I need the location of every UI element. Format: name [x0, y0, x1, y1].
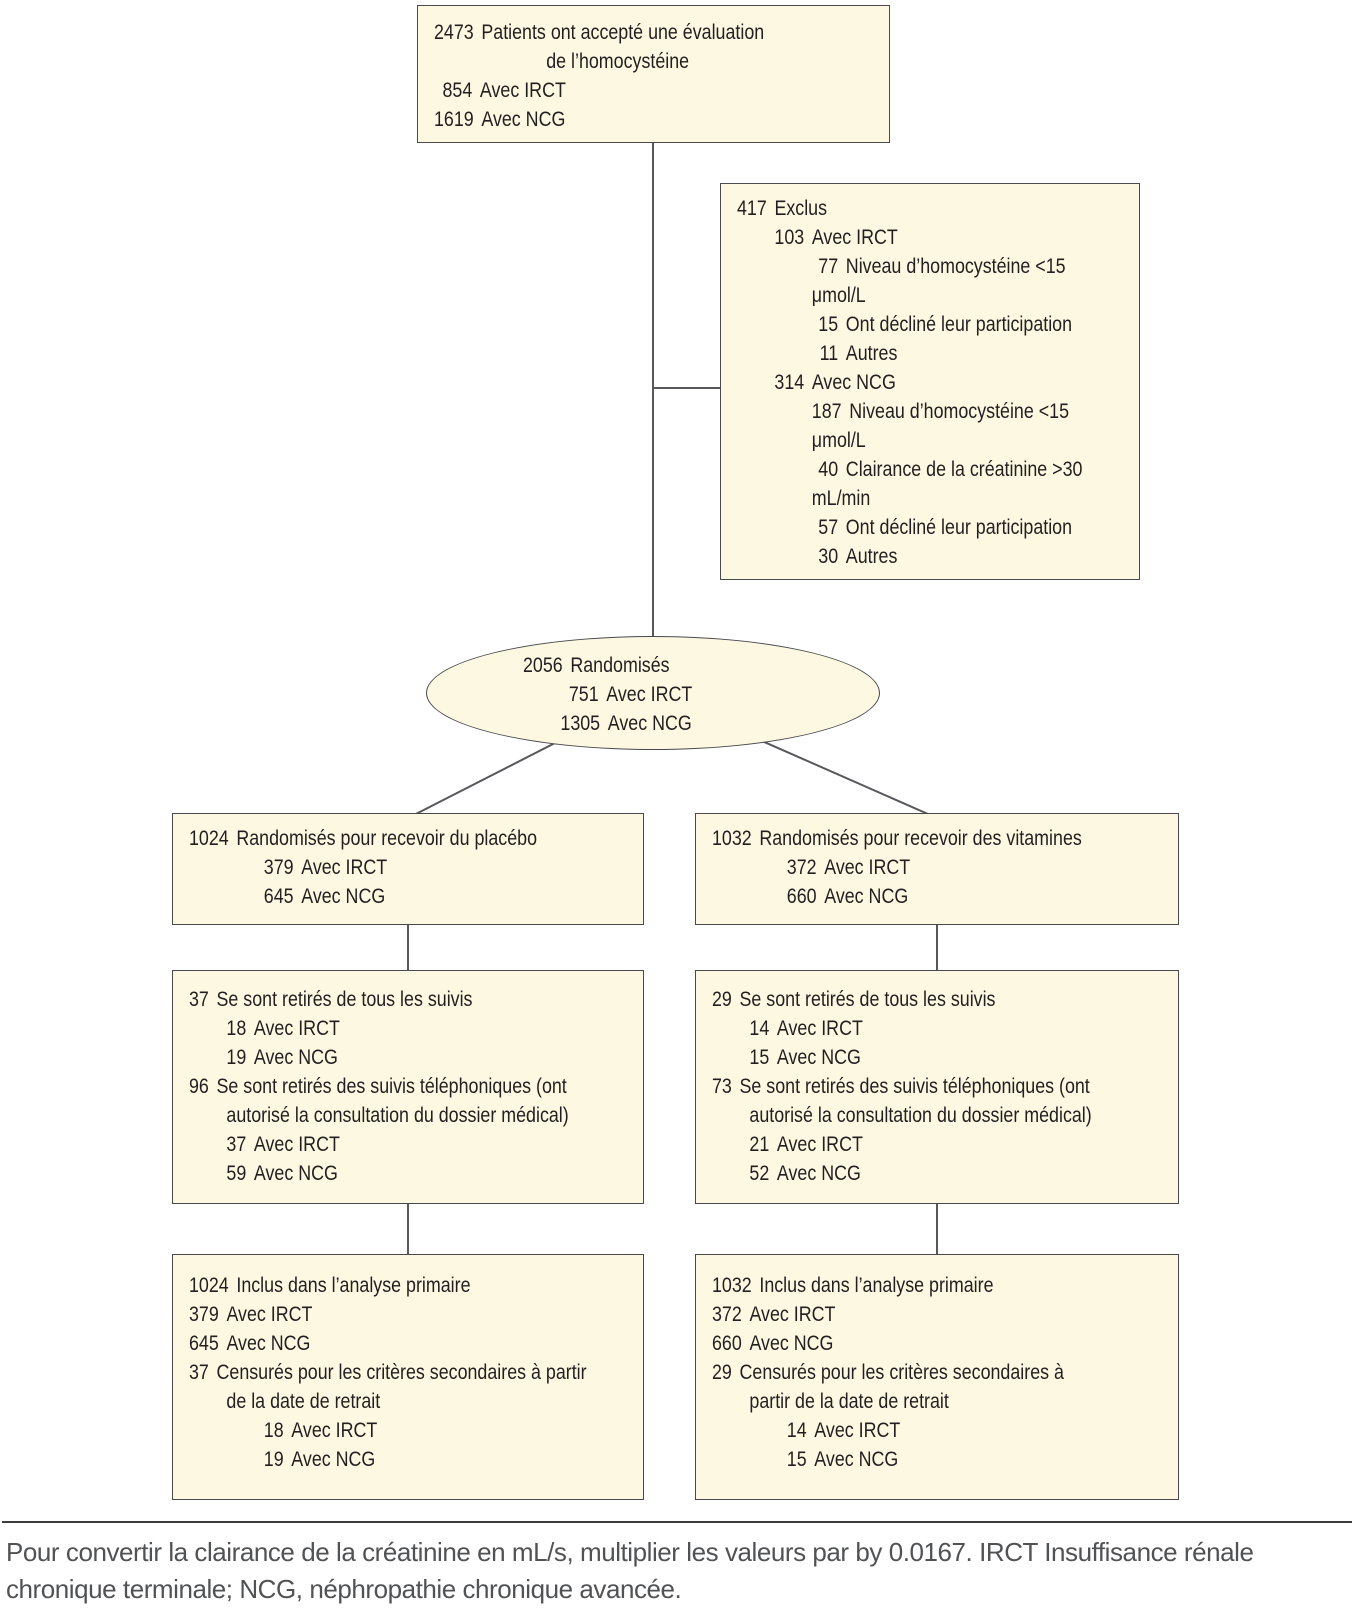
line-count: 1305 — [560, 712, 601, 735]
flow-line — [189, 1159, 563, 1188]
line-count: 59 — [226, 1162, 247, 1185]
line-count: 1032 — [712, 827, 752, 850]
line-text: Clairance de la créatinine >30 — [845, 458, 1083, 481]
line-text: Censurés pour les critères secondaires à — [739, 1361, 1064, 1384]
flow-line — [434, 76, 809, 105]
line-text: Avec IRCT — [749, 1303, 836, 1326]
line-count: 1032 — [712, 1274, 752, 1297]
line-text: Avec NCG — [253, 1162, 338, 1185]
line-count: 52 — [749, 1162, 770, 1185]
flow-line — [434, 18, 809, 47]
line-count: 57 — [818, 516, 839, 539]
flow-line — [737, 513, 1073, 542]
line-count: 14 — [786, 1419, 807, 1442]
line-text: Avec IRCT — [253, 1133, 340, 1156]
line-text: Niveau d’homocystéine <15 — [845, 255, 1066, 278]
line-text: Ont décliné leur participation — [845, 516, 1073, 539]
flow-line — [189, 1416, 563, 1445]
line-text: μmol/L — [811, 284, 866, 307]
flow-line — [189, 824, 563, 853]
line-count: 73 — [712, 1075, 732, 1098]
line-text: mL/min — [811, 487, 871, 510]
line-count: 29 — [712, 988, 732, 1011]
flow-line — [189, 853, 563, 882]
line-text: Avec IRCT — [253, 1017, 340, 1040]
flow-line — [712, 1101, 1096, 1130]
box-placebo-withdrawals — [172, 970, 644, 1204]
flow-line — [737, 397, 1070, 426]
line-text: Avec NCG — [481, 108, 566, 131]
flow-line — [189, 1072, 567, 1101]
flow-line — [737, 455, 1083, 484]
line-count: 15 — [818, 313, 839, 336]
line-text: Avec IRCT — [824, 856, 911, 879]
flow-line — [712, 824, 1096, 853]
flow-line — [712, 853, 1096, 882]
line-text: de l’homocystéine — [546, 50, 690, 73]
line-count: 96 — [189, 1075, 209, 1098]
flow-line — [712, 882, 1096, 911]
flow-line — [712, 1387, 1096, 1416]
line-text: Avec NCG — [814, 1448, 899, 1471]
line-count: 29 — [712, 1361, 732, 1384]
line-count: 18 — [263, 1419, 284, 1442]
flow-line — [712, 1014, 1096, 1043]
line-text: Avec IRCT — [226, 1303, 313, 1326]
flow-line — [189, 1101, 569, 1130]
line-text: Patients ont accepté une évaluation — [481, 21, 765, 44]
flow-line — [523, 680, 826, 709]
line-count: 2473 — [434, 21, 474, 44]
line-text: Inclus dans l’analyse primaire — [759, 1274, 994, 1297]
line-text: Randomisés pour recevoir du placébo — [236, 827, 538, 850]
line-count: 14 — [749, 1017, 770, 1040]
line-count: 2056 — [523, 654, 563, 677]
box-vitamins-primary-analysis — [695, 1254, 1179, 1500]
line-count: 11 — [819, 342, 839, 365]
line-text: Avec IRCT — [811, 226, 898, 249]
flow-line — [189, 1445, 563, 1474]
line-count: 1024 — [189, 1274, 229, 1297]
flow-line — [737, 542, 1067, 571]
line-text: Avec NCG — [811, 371, 896, 394]
line-text: Avec IRCT — [291, 1419, 378, 1442]
line-text: Avec NCG — [226, 1332, 311, 1355]
line-text: Autres — [845, 342, 898, 365]
line-text: Exclus — [774, 197, 828, 220]
line-count: 1024 — [189, 827, 229, 850]
line-text: Se sont retirés des suivis téléphoniques (ont — [739, 1075, 1090, 1098]
flow-line — [712, 1159, 1096, 1188]
line-text: Avec NCG — [607, 712, 692, 735]
box-placebo-primary-analysis — [172, 1254, 644, 1500]
line-text: Avec IRCT — [776, 1017, 863, 1040]
line-count: 417 — [737, 197, 767, 220]
flow-line — [712, 1043, 1096, 1072]
flow-line — [737, 339, 1067, 368]
line-count: 18 — [226, 1017, 247, 1040]
flow-line — [737, 426, 1067, 455]
line-text: de la date de retrait — [226, 1390, 381, 1413]
flow-line — [189, 1043, 563, 1072]
line-text: Se sont retirés de tous les suivis — [216, 988, 473, 1011]
line-count: 37 — [189, 988, 209, 1011]
flow-line — [737, 194, 1067, 223]
line-count: 187 — [811, 400, 842, 423]
line-text: Avec NCG — [749, 1332, 834, 1355]
line-text: autorisé la consultation du dossier médical) — [749, 1104, 1092, 1127]
line-text: Avec IRCT — [606, 683, 693, 706]
line-count: 40 — [818, 458, 839, 481]
flow-line — [712, 1072, 1096, 1101]
line-count: 751 — [568, 683, 599, 706]
flow-line — [189, 1300, 563, 1329]
flow-line — [189, 1014, 563, 1043]
line-text: Niveau d’homocystéine <15 — [849, 400, 1070, 423]
line-text: μmol/L — [811, 429, 866, 452]
flow-line — [737, 368, 1067, 397]
line-text: Randomisés — [570, 654, 670, 677]
flow-line — [712, 985, 1096, 1014]
line-count: 37 — [189, 1361, 209, 1384]
line-text: partir de la date de retrait — [749, 1390, 949, 1413]
line-text: autorisé la consultation du dossier médical) — [226, 1104, 569, 1127]
line-text: Avec NCG — [253, 1046, 338, 1069]
flow-line — [712, 1300, 1096, 1329]
flow-line — [523, 709, 826, 738]
line-count: 379 — [189, 1303, 219, 1326]
line-count: 660 — [712, 1332, 742, 1355]
line-count: 1619 — [434, 108, 474, 131]
flow-line — [737, 252, 1067, 281]
box-placebo-arm — [172, 813, 644, 925]
line-count: 103 — [774, 226, 805, 249]
line-text: Autres — [845, 545, 898, 568]
line-text: Avec NCG — [301, 885, 386, 908]
flow-line — [712, 1358, 1096, 1387]
line-count: 645 — [263, 885, 294, 908]
box-vitamins-withdrawals — [695, 970, 1179, 1204]
box-excluded — [720, 183, 1140, 580]
line-text: Censurés pour les critères secondaires à partir — [216, 1361, 587, 1384]
flow-line — [712, 1130, 1096, 1159]
flow-line — [189, 1329, 563, 1358]
line-text: Avec NCG — [824, 885, 909, 908]
line-text: Se sont retirés de tous les suivis — [739, 988, 996, 1011]
line-text: Avec IRCT — [776, 1133, 863, 1156]
ellipse-randomized — [426, 636, 880, 750]
line-count: 19 — [263, 1448, 284, 1471]
line-text: Avec IRCT — [479, 79, 566, 102]
line-count: 314 — [774, 371, 805, 394]
box-vitamins-arm — [695, 813, 1179, 925]
flow-line — [523, 651, 826, 680]
line-text: Randomisés pour recevoir des vitamines — [759, 827, 1082, 850]
flow-line — [712, 1329, 1096, 1358]
footnote-divider — [2, 1521, 1352, 1523]
flow-line — [189, 882, 563, 911]
line-text: Avec NCG — [776, 1162, 861, 1185]
flow-line — [712, 1445, 1096, 1474]
box-accepted-evaluation — [417, 5, 890, 143]
flow-line — [434, 47, 809, 76]
flow-line — [712, 1271, 1096, 1300]
line-count: 15 — [786, 1448, 807, 1471]
flow-line — [712, 1416, 1096, 1445]
flow-line — [737, 281, 1067, 310]
line-count: 21 — [749, 1133, 770, 1156]
line-count: 379 — [263, 856, 294, 879]
flow-line — [189, 1271, 563, 1300]
flow-line — [189, 985, 563, 1014]
line-text: Avec IRCT — [814, 1419, 901, 1442]
line-count: 660 — [786, 885, 817, 908]
line-count: 372 — [712, 1303, 742, 1326]
flow-line — [737, 310, 1073, 339]
line-text: Ont décliné leur participation — [845, 313, 1073, 336]
line-count: 77 — [818, 255, 839, 278]
line-text: Se sont retirés des suivis téléphoniques (ont — [216, 1075, 567, 1098]
line-text: Avec IRCT — [301, 856, 388, 879]
line-text: Avec NCG — [291, 1448, 376, 1471]
line-count: 645 — [189, 1332, 219, 1355]
flow-line — [434, 105, 809, 134]
flow-line — [189, 1130, 563, 1159]
flow-line — [189, 1358, 587, 1387]
line-count: 372 — [786, 856, 817, 879]
line-text: Inclus dans l’analyse primaire — [236, 1274, 471, 1297]
flow-line — [189, 1387, 563, 1416]
line-count: 15 — [749, 1046, 770, 1069]
line-count: 19 — [226, 1046, 247, 1069]
line-count: 854 — [442, 79, 473, 102]
flow-line — [737, 484, 1067, 513]
line-text: Avec NCG — [776, 1046, 861, 1069]
line-count: 37 — [226, 1133, 247, 1156]
flow-line — [737, 223, 1067, 252]
footnote-text: Pour convertir la clairance de la créatinine en mL/s, multiplier les valeurs par by 0.0167. IRCT Insuffisance rénale chronique terminale; NCG, néphropathie chronique avancée. — [6, 1537, 1254, 1604]
line-count: 30 — [818, 545, 839, 568]
